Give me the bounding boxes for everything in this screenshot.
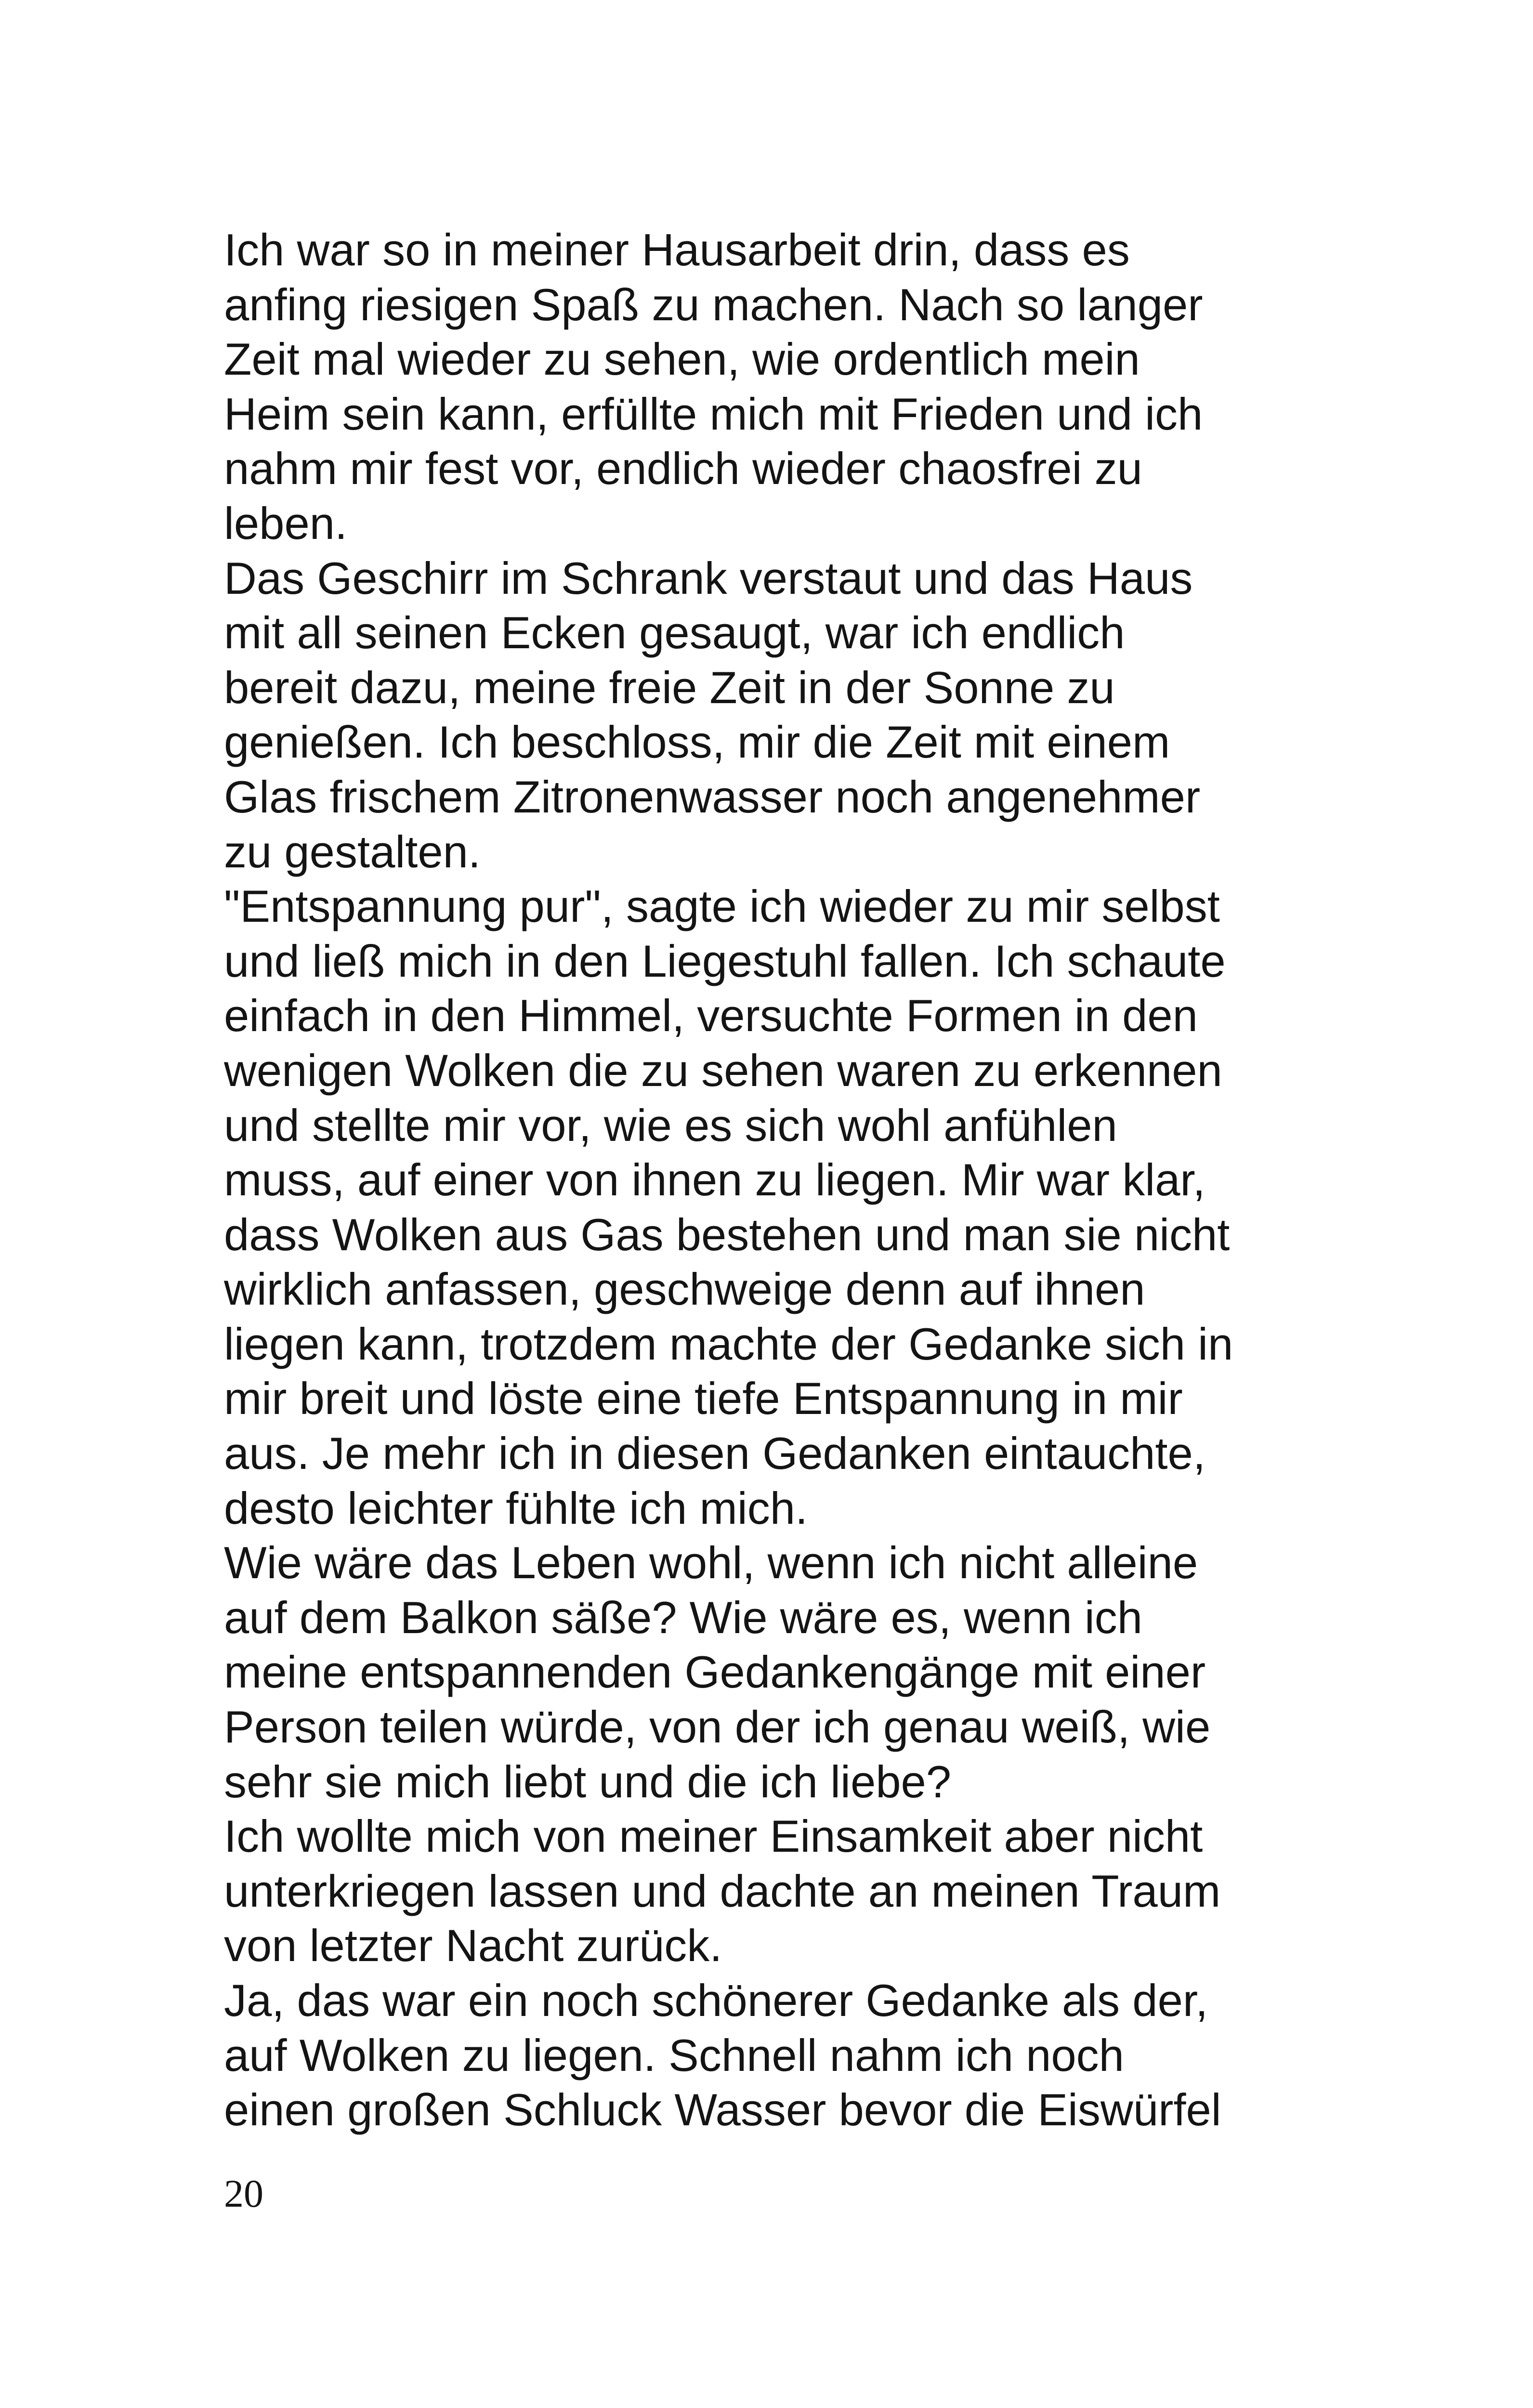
text-line: Heim sein kann, erfüllte mich mit Frieden und ich [224, 388, 1203, 439]
text-line: Ja, das war ein noch schönerer Gedanke als der, [224, 1975, 1208, 2026]
text-line: anfing riesigen Spaß zu machen. Nach so langer [224, 279, 1203, 330]
body-text [224, 222, 1332, 2137]
text-line: einfach in den Himmel, versuchte Formen in den [224, 990, 1198, 1041]
text-line: Wie wäre das Leben wohl, wenn ich nicht alleine [224, 1537, 1198, 1588]
text-line: "Entspannung pur", sagte ich wieder zu mir selbst [224, 881, 1220, 932]
text-line: wenigen Wolken die zu sehen waren zu erkennen [224, 1045, 1222, 1096]
text-line: Ich wollte mich von meiner Einsamkeit aber nicht [224, 1811, 1203, 1862]
text-line: muss, auf einer von ihnen zu liegen. Mir war klar, [224, 1154, 1205, 1205]
text-line: Zeit mal wieder zu sehen, wie ordentlich mein [224, 334, 1140, 385]
text-line: Glas frischem Zitronenwasser noch angenehmer [224, 771, 1201, 822]
text-line: mir breit und löste eine tiefe Entspannung in mir [224, 1373, 1183, 1424]
text-line: zu gestalten. [224, 826, 481, 877]
text-line: sehr sie mich liebt und die ich liebe? [224, 1756, 952, 1807]
text-line: wirklich anfassen, geschweige denn auf ihnen [224, 1264, 1145, 1315]
text-line: aus. Je mehr ich in diesen Gedanken eintauchte, [224, 1428, 1205, 1479]
text-line: desto leichter fühlte ich mich. [224, 1482, 808, 1533]
text-line: von letzter Nacht zurück. [224, 1920, 722, 1971]
text-line: und stellte mir vor, wie es sich wohl anfühlen [224, 1099, 1117, 1151]
text-line: Das Geschirr im Schrank verstaut und das Haus [224, 552, 1193, 603]
text-line: mit all seinen Ecken gesaugt, war ich endlich [224, 607, 1125, 658]
text-line: nahm mir fest vor, endlich wieder chaosfrei zu [224, 443, 1142, 494]
text-line: meine entspannenden Gedankengänge mit einer [224, 1647, 1206, 1698]
text-line: auf Wolken zu liegen. Schnell nahm ich noch [224, 2029, 1124, 2081]
text-line: liegen kann, trotzdem machte der Gedanke sich in [224, 1318, 1233, 1369]
page-number: 20 [224, 2172, 263, 2215]
text-line: genießen. Ich beschloss, mir die Zeit mit einem [224, 717, 1170, 768]
text-line: Person teilen würde, von der ich genau weiß, wie [224, 1701, 1211, 1753]
text-line: auf dem Balkon säße? Wie wäre es, wenn ich [224, 1592, 1143, 1643]
text-line: dass Wolken aus Gas bestehen und man sie nicht [224, 1209, 1230, 1260]
text-line: und ließ mich in den Liegestuhl fallen. Ich schaute [224, 935, 1226, 986]
text-line: unterkriegen lassen und dachte an meinen Traum [224, 1865, 1221, 1916]
text-line: bereit dazu, meine freie Zeit in der Sonne zu [224, 662, 1115, 713]
text-line: Ich war so in meiner Hausarbeit drin, dass es [224, 224, 1130, 275]
text-line: einen großen Schluck Wasser bevor die Eiswürfel [224, 2084, 1221, 2135]
text-line: leben. [224, 497, 348, 549]
